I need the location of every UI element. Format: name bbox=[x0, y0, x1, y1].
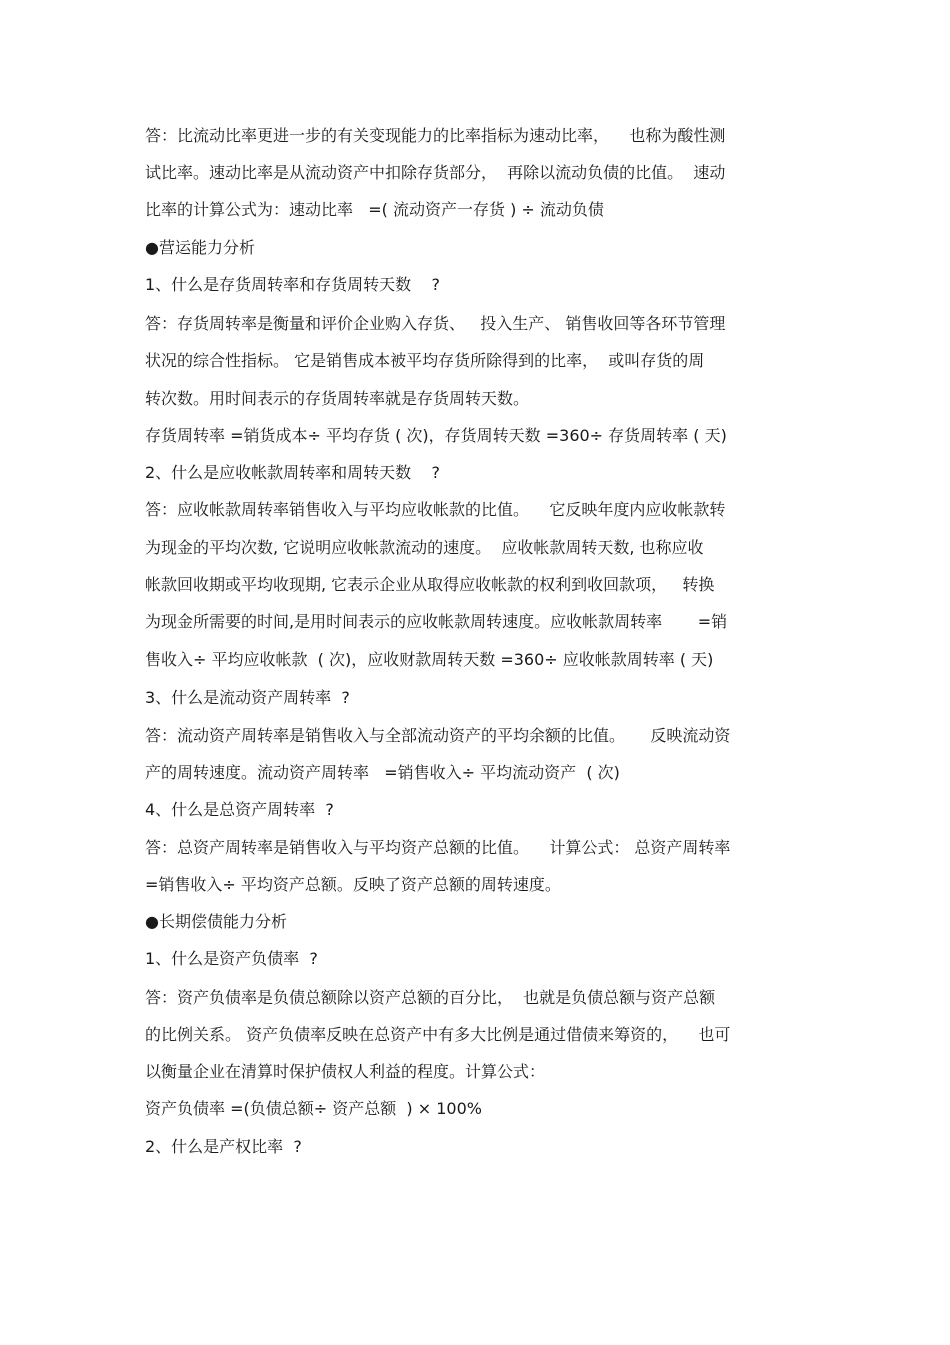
question-heading: 1、什么是资产负债率 ? bbox=[145, 949, 318, 968]
text-line: 答：存货周转率是衡量和评价企业购入存货、 投入生产、 销售收回等各环节管理 bbox=[145, 314, 726, 333]
section-heading: ●长期偿债能力分析 bbox=[145, 912, 287, 931]
text-line: 试比率。速动比率是从流动资产中扣除存货部分， 再除以流动负债的比值。 速动 bbox=[145, 163, 726, 182]
text-line: 为现金的平均次数, 它说明应收帐款流动的速度。 应收帐款周转天数, 也称应收 bbox=[145, 538, 704, 557]
text-line: 状况的综合性指标。 它是销售成本被平均存货所除得到的比率， 或叫存货的周 bbox=[145, 351, 705, 370]
question-heading: 4、什么是总资产周转率 ? bbox=[145, 800, 334, 819]
text-line: 答：流动资产周转率是销售收入与全部流动资产的平均余额的比值。 反映流动资 bbox=[145, 726, 731, 745]
text-line: 答：总资产周转率是销售收入与平均资产总额的比值。 计算公式： 总资产周转率 bbox=[145, 838, 731, 857]
text-line: 答：应收帐款周转率销售收入与平均应收帐款的比值。 它反映年度内应收帐款转 bbox=[145, 500, 726, 519]
section-heading: ●营运能力分析 bbox=[145, 238, 255, 257]
text-line: 为现金所需要的时间,是用时间表示的应收帐款周转速度。应收帐款周转率 =销 bbox=[145, 612, 728, 631]
text-line: 以衡量企业在清算时保护债权人利益的程度。计算公式： bbox=[145, 1062, 546, 1081]
question-heading: 2、什么是产权比率 ? bbox=[145, 1137, 302, 1156]
question-heading: 1、什么是存货周转率和存货周转天数 ? bbox=[145, 275, 441, 294]
text-line: 转次数。用时间表示的存货周转率就是存货周转天数。 bbox=[145, 389, 530, 408]
text-line: 比率的计算公式为：速动比率 =( 流动资产一存货 ) ÷ 流动负债 bbox=[145, 200, 604, 219]
text-line: 答：资产负债率是负债总额除以资产总额的百分比， 也就是负债总额与资产总额 bbox=[145, 988, 716, 1007]
text-line: 帐款回收期或平均收现期, 它表示企业从取得应收帐款的权利到收回款项， 转换 bbox=[145, 575, 715, 594]
text-line: =销售收入÷ 平均资产总额。反映了资产总额的周转速度。 bbox=[145, 875, 561, 894]
text-line: 答：比流动比率更进一步的有关变现能力的比率指标为速动比率， 也称为酸性测 bbox=[145, 126, 726, 145]
text-line: 产的周转速度。流动资产周转率 =销售收入÷ 平均流动资产 ( 次) bbox=[145, 763, 620, 782]
question-heading: 2、什么是应收帐款周转率和周转天数 ? bbox=[145, 463, 441, 482]
formula-line: 存货周转率 =销货成本÷ 平均存货 ( 次)，存货周转天数 =360÷ 存货周转率 ( 天) bbox=[145, 426, 727, 445]
formula-line: 售收入÷ 平均应收帐款 ( 次)，应收财款周转天数 =360÷ 应收帐款周转率 ( 天) bbox=[145, 650, 714, 669]
question-heading: 3、什么是流动资产周转率 ? bbox=[145, 688, 350, 707]
text-line: 的比例关系。 资产负债率反映在总资产中有多大比例是通过借债来筹资的， 也可 bbox=[145, 1025, 731, 1044]
formula-line: 资产负债率 =(负债总额÷ 资产总额 ) × 100% bbox=[145, 1099, 482, 1118]
